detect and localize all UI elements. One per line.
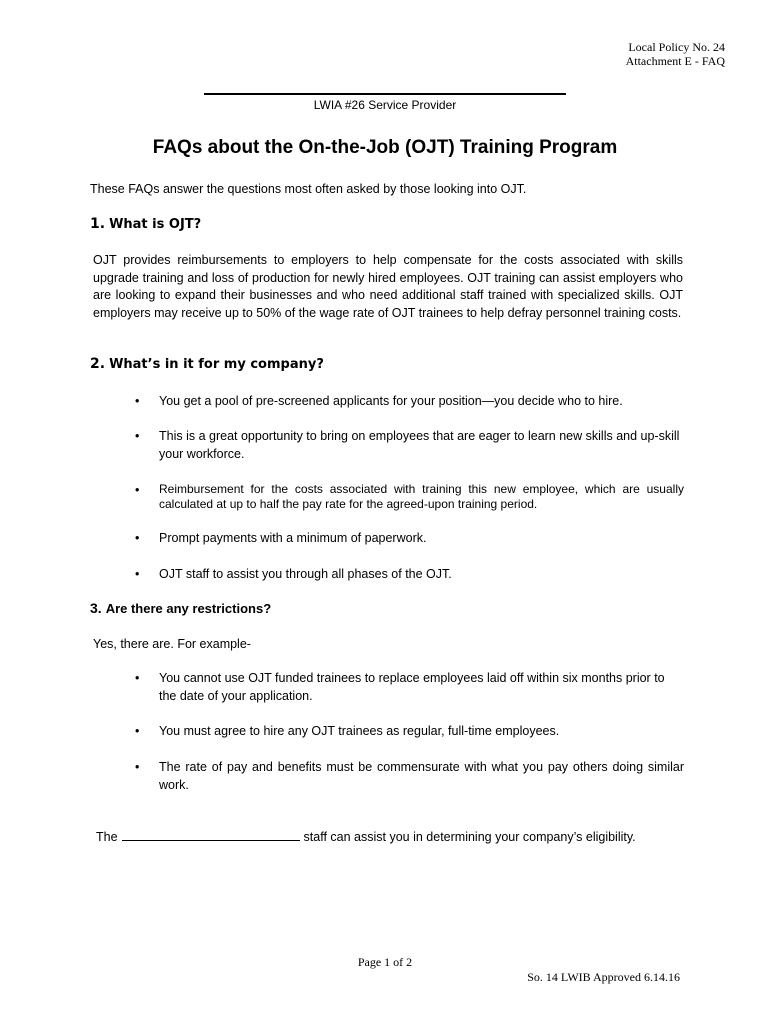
question-3-number: 3. bbox=[90, 600, 102, 616]
list-item-text: Prompt payments with a minimum of paperwork. bbox=[159, 531, 427, 545]
approval-note: So. 14 LWIB Approved 6.14.16 bbox=[527, 970, 680, 984]
policy-reference bbox=[626, 40, 725, 68]
question-3-lead: Yes, there are. For example- bbox=[93, 637, 251, 651]
list-item-text: This is a great opportunity to bring on employees that are eager to learn new skills and up-skill your workforce. bbox=[159, 429, 680, 461]
question-1-heading bbox=[90, 216, 201, 232]
list-item-text: Reimbursement for the costs associated with training this new employee, which are usually calculated at up to half the pay rate for the agreed-upon training period. bbox=[159, 482, 684, 511]
list-item-text: You get a pool of pre-screened applicants for your position—you decide who to hire. bbox=[159, 394, 623, 408]
question-3-text: Are there any restrictions? bbox=[105, 601, 272, 616]
question-2-text: What’s in it for my company? bbox=[109, 357, 324, 372]
question-1-number: 1. bbox=[90, 216, 106, 232]
attachment-label: Attachment E - FAQ bbox=[625, 54, 725, 68]
bullet-icon: • bbox=[135, 724, 140, 738]
closing-statement bbox=[96, 828, 636, 844]
list-item-text: The rate of pay and benefits must be commensurate with what you pay others doing similar work. bbox=[159, 760, 684, 792]
bullet-icon: • bbox=[135, 531, 140, 545]
question-1-text: What is OJT? bbox=[109, 217, 202, 232]
provider-label: LWIA #26 Service Provider bbox=[313, 98, 457, 112]
header-rule bbox=[204, 93, 566, 95]
list-item-text: OJT staff to assist you through all phases of the OJT. bbox=[159, 567, 452, 581]
bullet-icon: • bbox=[135, 760, 140, 774]
bullet-icon: • bbox=[135, 483, 140, 497]
bullet-icon: • bbox=[135, 671, 140, 685]
page-title: FAQs about the On-the-Job (OJT) Training Program bbox=[152, 137, 618, 158]
closing-text: staff can assist you in determining your company’s eligibility. bbox=[303, 830, 636, 844]
list-item-text: You must agree to hire any OJT trainees as regular, full-time employees. bbox=[159, 724, 560, 738]
page-number: Page 1 of 2 bbox=[357, 955, 413, 969]
bullet-icon: • bbox=[135, 429, 140, 443]
question-2-number: 2. bbox=[90, 356, 106, 372]
bullet-icon: • bbox=[135, 394, 140, 408]
bullet-icon: • bbox=[135, 567, 140, 581]
question-1-answer: OJT provides reimbursements to employers to help compensate for the costs associated with skills upgrade training and loss of production for newly hired employees. OJT training can assist employers who are looking to expand their businesses and who need additional staff trained with specialized skills. OJT employers may receive up to 50% of the wage rate of OJT trainees to help defray personnel training costs. bbox=[93, 253, 683, 320]
closing-lead: The bbox=[96, 830, 118, 844]
intro-text: These FAQs answer the questions most often asked by those looking into OJT. bbox=[90, 182, 527, 196]
list-item-text: You cannot use OJT funded trainees to replace employees laid off within six months prior to the date of your application. bbox=[159, 671, 665, 703]
policy-number: Local Policy No. 24 bbox=[628, 40, 725, 54]
question-3-heading bbox=[90, 600, 271, 616]
question-2-heading bbox=[90, 356, 324, 372]
staff-name-blank[interactable] bbox=[122, 828, 300, 841]
